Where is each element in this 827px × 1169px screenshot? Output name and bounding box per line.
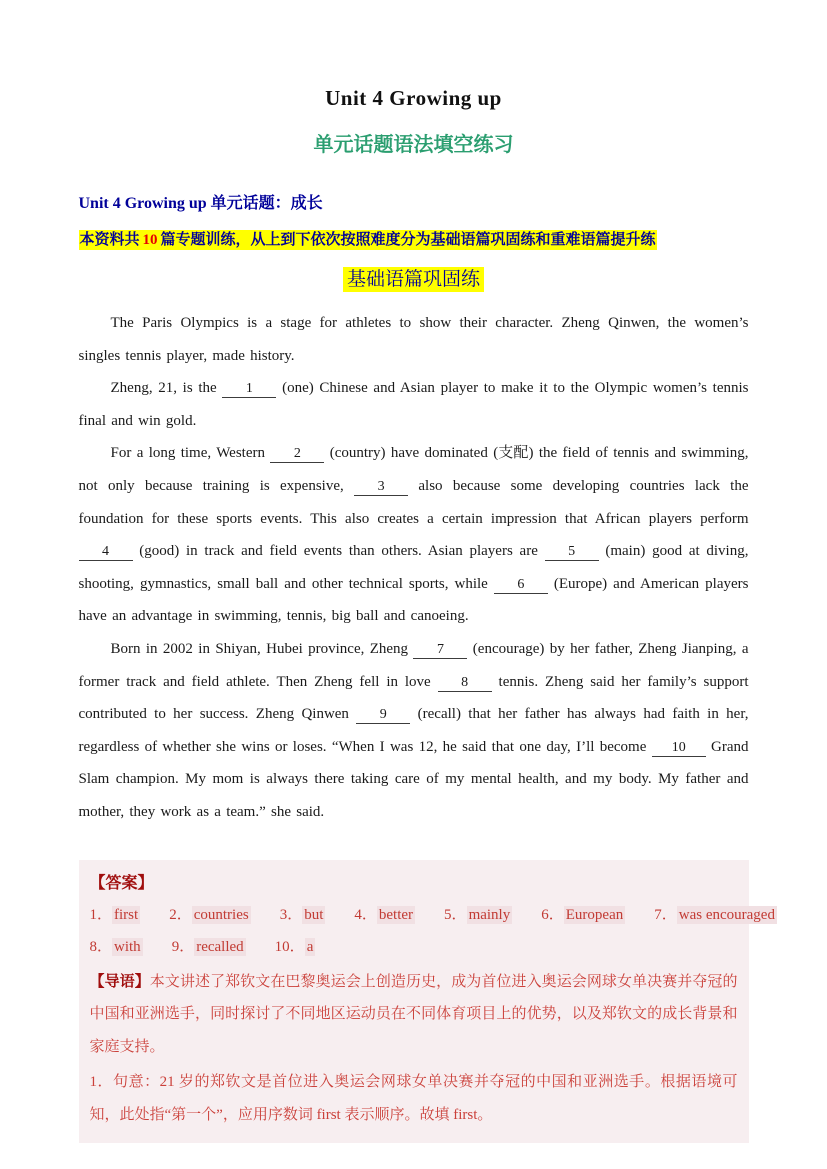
notice-suffix: 篇专题训练，从上到下依次按照难度分为基础语篇巩固练和重难语篇提升练 [160, 232, 656, 248]
answer-item [280, 907, 326, 923]
notice-prefix: 本资料共 [79, 232, 140, 248]
answer-number: 4． [354, 906, 377, 923]
intro-text: 本文讲述了郑钦文在巴黎奥运会上创造历史，成为首位进入奥运会网球女单决赛并夺冠的中国和亚洲选手，同时探讨了不同地区运动员在不同体育项目上的优势，以及郑钦文的成长背景和家庭支持。 [89, 973, 738, 1055]
fill-blank: 7 [413, 642, 467, 659]
passage-paragraph: For a long time, Western 2 (country) have dominated (支配) the field of tennis and swimming, not only because training is expensive, 3 also because some developing countries lack the foundation for these sports events. This also creates a certain impression that African players perform 4 (good) in track and field events than others. Asian players are 5 (main) good at diving, shooting, gymnastics, small ball and other technical sports, while 6 (Europe) and American players have an advantage in swimming, tennis, big ball and canoeing. [78, 445, 749, 625]
fill-blank: 9 [356, 707, 410, 724]
answer-row [89, 899, 775, 931]
answer-text: first [114, 906, 139, 923]
answer-item [90, 939, 143, 955]
answer-text: recalled [196, 938, 244, 955]
page-title: Unit 4 Growing up [325, 86, 502, 110]
section-heading: 基础语篇巩固练 [343, 267, 484, 292]
answer-text: but [304, 906, 324, 923]
answer-text: better [378, 906, 414, 923]
intro-label: 【导语】 [89, 973, 150, 990]
passage-paragraph: Born in 2002 in Shiyan, Hubei province, Zheng 7 (encourage) by her father, Zheng Jianping, a former track and field athlete. Then Zheng fell in love 8 tennis. Zheng said her family’s support contributed to her success. Zheng Qinwen 9 (recall) that her father has always had faith in her, regardless of whether she wins or loses. “When I was 12, he said that one day, I’ll become 10 Grand Slam champion. My mom is always there taking care of my mental health, and my body. My father and mother, they work as a team.” she said. [78, 640, 749, 820]
intro-paragraph [90, 966, 738, 1064]
unit-topic-heading: Unit 4 Growing up 单元话题：成长 [78, 195, 323, 212]
notice-highlight [79, 230, 657, 250]
answer-text: European [565, 906, 624, 923]
answer-text: a [306, 938, 314, 955]
content-column [78, 190, 775, 1143]
answer-number: 10． [274, 938, 305, 955]
answer-number: 1． [89, 906, 113, 923]
fill-blank: 3 [354, 479, 408, 496]
passage [79, 307, 749, 829]
answers-header: 【答案】 [89, 874, 154, 892]
answer-item [169, 907, 251, 923]
fill-blank: 6 [494, 577, 548, 594]
answer-item [354, 907, 415, 923]
fill-blank: 4 [79, 544, 133, 561]
answer-number: 6． [541, 906, 564, 923]
fill-blank: 1 [222, 381, 276, 398]
passage-paragraph: The Paris Olympics is a stage for athletes to show their character. Zheng Qinwen, the women’s singles tennis player, made history. [78, 315, 749, 364]
explanations [90, 1066, 738, 1131]
answer-text: countries [193, 906, 249, 923]
answer-text: was encouraged [678, 906, 775, 923]
fill-blank: 2 [270, 446, 324, 463]
answer-number: 9． [171, 938, 195, 955]
notice-line [79, 228, 749, 252]
fill-blank: 10 [652, 740, 706, 757]
passage-paragraph: Zheng, 21, is the 1 (one) Chinese and Asian player to make it to the Olympic women’s tennis final and win gold. [78, 380, 749, 429]
answer-item [90, 907, 141, 923]
answer-rows [89, 899, 775, 963]
answer-text: with [114, 938, 141, 955]
answer-text: mainly [468, 906, 511, 923]
section-heading-row [79, 264, 749, 291]
answer-item [444, 907, 512, 923]
answer-number: 3． [279, 906, 303, 923]
answer-box [79, 860, 775, 1144]
answer-number: 5． [444, 906, 467, 923]
answer-row [90, 931, 738, 963]
answer-item [275, 939, 316, 955]
fill-blank: 8 [438, 675, 492, 692]
explanation-paragraph: 1．句意：21 岁的郑钦文是首位进入奥运会网球女单决赛并夺冠的中国和亚洲选手。根据语境可知，此处指“第一个”，应用序数词 first 表示顺序。故填 first。 [89, 1074, 738, 1123]
answer-item [541, 907, 625, 923]
answer-number: 7． [654, 906, 677, 923]
answer-number: 2． [169, 906, 192, 923]
answer-number: 8． [89, 938, 113, 955]
fill-blank: 5 [545, 544, 599, 561]
page-subtitle: 单元话题语法填空练习 [313, 134, 514, 156]
notice-count: 10 [142, 232, 158, 248]
answer-item [172, 939, 246, 955]
answer-item [654, 907, 777, 923]
